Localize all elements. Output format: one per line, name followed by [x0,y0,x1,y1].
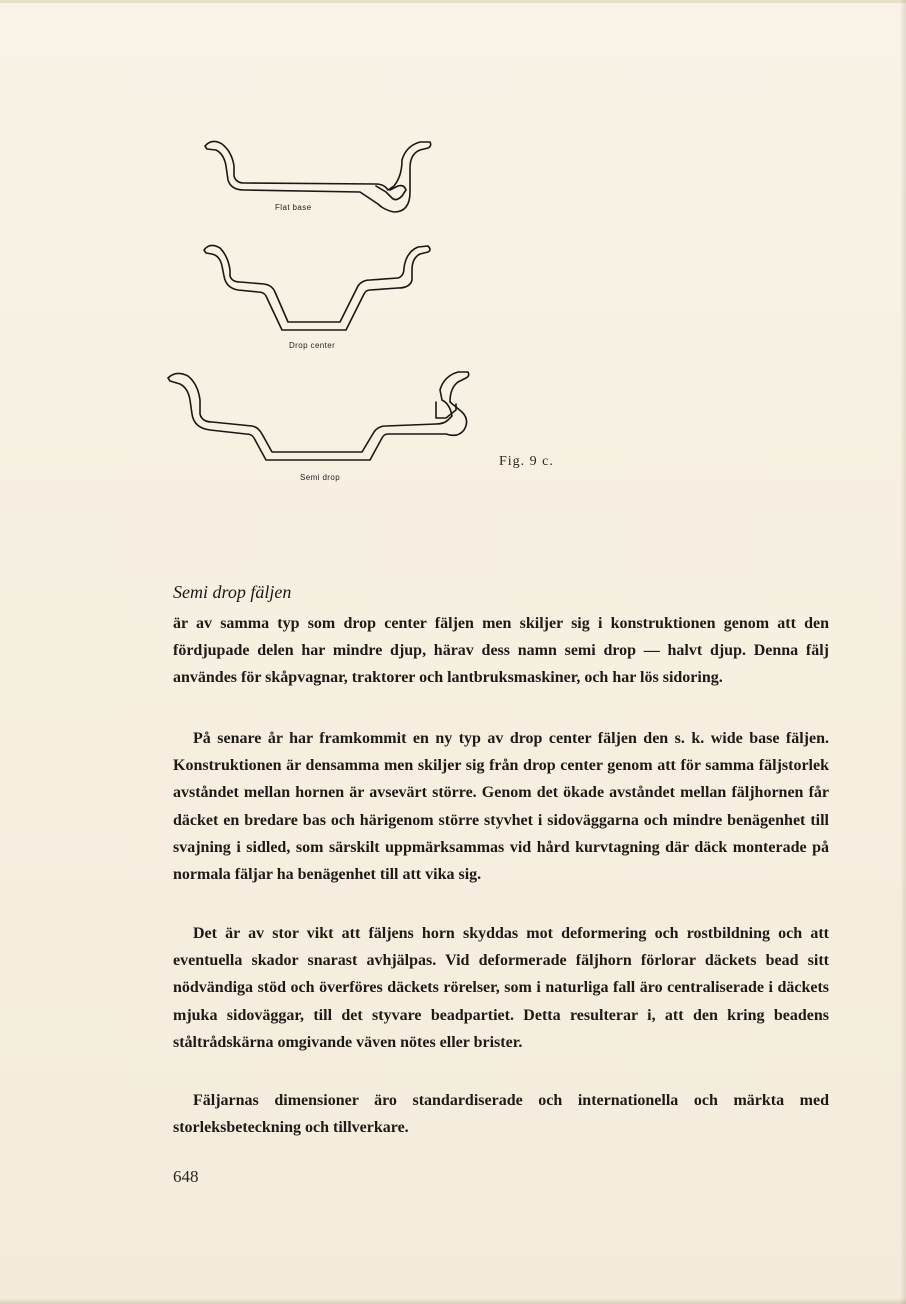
figure-caption: Fig. 9 c. [499,454,554,469]
flat-base-profile [205,141,431,212]
flat-base-label: Flat base [275,203,312,212]
paragraph-4: Fäljarnas dimensioner äro standardiserade och internationella och märkta med storleksbeteckning och tillverkare. [173,1092,829,1137]
paragraph-3: Det är av stor vikt att fäljens horn skyddas mot deformering och rostbildning och att eventuella skador snarast avhjälpas. Vid deformerade fäljhorn förlorar däckets bead sitt nödvändiga stöd och överföres däckets rörelser, som i naturliga fall äro centraliserade i däckets mjuka sidoväggar, till det styvare beadpartiet. Detta resulterar i, att den kring beadens ståltrådskärna omgivande väven nötes eller brister. [173,925,829,1051]
semi-drop-profile [168,372,469,460]
page-top-edge [0,0,906,3]
page-number: 648 [173,1167,199,1186]
semi-drop-outline [168,372,469,460]
semi-drop-label: Semi drop [300,473,341,482]
paragraph-2: På senare år har framkommit en ny typ av drop center fäljen den s. k. wide base fäljen. Konstruktionen är densamma men skiljer sig från drop center genom att för samma fäljstorlek avståndet mellan hornen är avsevärt större. Genom det ökade avståndet mellan fäljhornen får däcket en bredare bas och härigenom större styvhet i sidoväggarna och mindre benägenhet till svajning i sidled, som särskilt uppmärksammas vid hård kurvtagning där däck monterade på normala fäljar ha benägenhet till att vika sig. [173,730,829,884]
drop-center-outline [204,245,430,330]
rim-profiles-figure [150,120,510,500]
flat-base-outline [205,141,431,212]
page-bottom-edge [0,1298,906,1304]
paragraph-1: är av samma typ som drop center fäljen men skiljer sig i konstruktionen genom att den fördjupade delen har mindre djup, härav dess namn semi drop — halvt djup. Denna fälj användes för skåpvagnar, traktorer och lantbruksmaskiner, och har lös sidoring. [173,615,829,687]
page-right-edge [900,0,906,1304]
drop-center-label: Drop center [289,341,336,350]
section-title: Semi drop fäljen [173,582,292,602]
drop-center-profile [204,245,430,330]
